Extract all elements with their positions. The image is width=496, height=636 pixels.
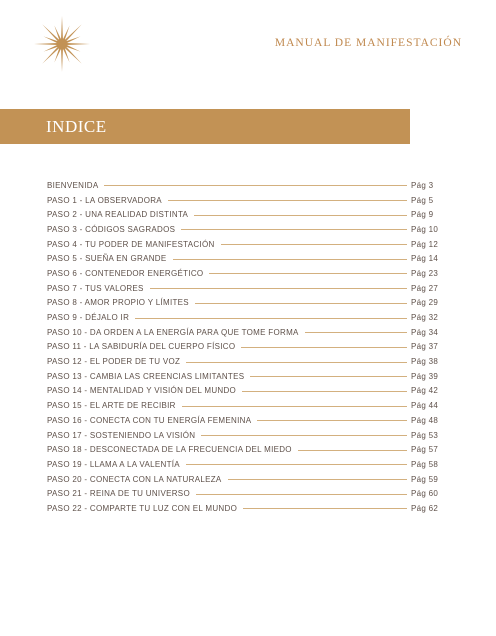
toc-entry[interactable]: [47, 501, 449, 516]
toc-entry-label: PASO 16 - CONECTA CON TU ENERGÍA FEMENINA: [47, 415, 252, 425]
toc-entry[interactable]: [47, 310, 449, 325]
star-center: [57, 39, 68, 50]
star-ray: [66, 43, 90, 45]
toc-entry-page: Pág 32: [411, 313, 439, 323]
toc-leader-line: [182, 406, 407, 407]
toc-entry-page: Pág 58: [411, 459, 439, 469]
toc-entry-label: PASO 1 - LA OBSERVADORA: [47, 195, 162, 205]
star-ray: [61, 48, 63, 72]
toc-leader-line: [194, 215, 407, 216]
toc-entry-label: PASO 20 - CONECTA CON LA NATURALEZA: [47, 474, 222, 484]
toc-entry-label: BIENVENIDA: [47, 180, 99, 190]
toc-entry[interactable]: [47, 207, 449, 222]
toc-entry-page: Pág 5: [411, 195, 434, 205]
toc-entry-label: PASO 22 - COMPARTE TU LUZ CON EL MUNDO: [47, 503, 238, 513]
toc-entry-label: PASO 21 - REINA DE TU UNIVERSO: [47, 489, 190, 499]
toc-entry-page: Pág 27: [411, 283, 439, 293]
toc-entry-page: Pág 12: [411, 239, 439, 249]
toc-leader-line: [243, 508, 407, 509]
toc-entry-page: Pág 23: [411, 268, 439, 278]
toc-leader-line: [305, 332, 407, 333]
toc-entry[interactable]: [47, 237, 449, 252]
toc-leader-line: [181, 229, 407, 230]
toc-leader-line: [186, 362, 407, 363]
toc-entry-label: PASO 9 - DÉJALO IR: [47, 313, 130, 323]
toc-entry-page: Pág 60: [411, 489, 439, 499]
document-title: MANUAL DE MANIFESTACIÓN: [274, 37, 462, 49]
toc-leader-line: [173, 259, 407, 260]
toc-leader-line: [250, 376, 407, 377]
toc-entry[interactable]: [47, 222, 449, 237]
toc-leader-line: [257, 420, 407, 421]
toc-entry-page: Pág 39: [411, 371, 439, 381]
toc-entry-page: Pág 29: [411, 298, 439, 308]
toc-entry-label: PASO 10 - DA ORDEN A LA ENERGÍA PARA QUE TOME FORMA: [47, 327, 299, 337]
toc-entry-page: Pág 62: [411, 503, 439, 513]
toc-entry-page: Pág 9: [411, 210, 434, 220]
toc-entry[interactable]: [47, 442, 449, 457]
toc-entry-page: Pág 42: [411, 386, 439, 396]
toc-leader-line: [228, 479, 407, 480]
toc-entry[interactable]: [47, 178, 449, 193]
toc-leader-line: [201, 435, 407, 436]
toc-entry-label: PASO 6 - CONTENEDOR ENERGÉTICO: [47, 268, 204, 278]
toc-entry[interactable]: [47, 369, 449, 384]
toc-entry[interactable]: [47, 340, 449, 355]
star-ray: [34, 43, 58, 45]
toc-entry-page: Pág 10: [411, 224, 439, 234]
toc-entry-page: Pág 57: [411, 445, 439, 455]
toc-leader-line: [150, 288, 407, 289]
toc-entry-page: Pág 34: [411, 327, 439, 337]
toc-entry-page: Pág 14: [411, 254, 439, 264]
toc-entry[interactable]: [47, 428, 449, 443]
toc-entry-label: PASO 18 - DESCONECTADA DE LA FRECUENCIA DEL MIEDO: [47, 445, 292, 455]
toc-entry-label: PASO 11 - LA SABIDURÍA DEL CUERPO FÍSICO: [47, 342, 236, 352]
toc-entry-label: PASO 3 - CÓDIGOS SAGRADOS: [47, 224, 176, 234]
toc-entry-label: PASO 14 - MENTALIDAD Y VISIÓN DEL MUNDO: [47, 386, 237, 396]
star-ray: [61, 16, 63, 40]
toc-entry[interactable]: [47, 354, 449, 369]
toc-entry-page: Pág 59: [411, 474, 439, 484]
toc-entry-page: Pág 37: [411, 342, 439, 352]
toc-entry[interactable]: [47, 486, 449, 501]
toc-entry[interactable]: [47, 266, 449, 281]
toc-entry-label: PASO 7 - TUS VALORES: [47, 283, 144, 293]
toc-entry-page: Pág 38: [411, 357, 439, 367]
star-burst-icon: [32, 14, 92, 74]
section-banner: [0, 109, 410, 144]
toc-entry-page: Pág 48: [411, 415, 439, 425]
toc-entry-label: PASO 8 - AMOR PROPIO Y LÍMITES: [47, 298, 189, 308]
toc-leader-line: [195, 303, 407, 304]
toc-leader-line: [196, 494, 407, 495]
toc-leader-line: [104, 185, 407, 186]
toc-entry-label: PASO 13 - CAMBIA LAS CREENCIAS LIMITANTES: [47, 371, 245, 381]
toc-leader-line: [135, 318, 407, 319]
toc-entry-page: Pág 3: [411, 180, 434, 190]
toc-entry[interactable]: [47, 457, 449, 472]
toc-entry-label: PASO 15 - EL ARTE DE RECIBIR: [47, 401, 176, 411]
toc-entry-page: Pág 53: [411, 430, 439, 440]
toc-entry-label: PASO 5 - SUEÑA EN GRANDE: [47, 254, 167, 264]
toc-leader-line: [298, 450, 407, 451]
toc-entry[interactable]: [47, 193, 449, 208]
toc-entry-label: PASO 4 - TU PODER DE MANIFESTACIÓN: [47, 239, 215, 249]
toc-leader-line: [209, 273, 407, 274]
toc-leader-line: [221, 244, 407, 245]
toc-entry-page: Pág 44: [411, 401, 439, 411]
toc-entry-label: PASO 19 - LLAMA A LA VALENTÍA: [47, 459, 180, 469]
toc-entry-label: PASO 2 - UNA REALIDAD DISTINTA: [47, 210, 189, 220]
toc-entry[interactable]: [47, 325, 449, 340]
toc-entry-label: PASO 12 - EL PODER DE TU VOZ: [47, 357, 181, 367]
toc-entry-label: PASO 17 - SOSTENIENDO LA VISIÓN: [47, 430, 196, 440]
toc-entry[interactable]: [47, 398, 449, 413]
toc-entry[interactable]: [47, 281, 449, 296]
section-title: INDICE: [46, 117, 107, 136]
toc-entry[interactable]: [47, 251, 449, 266]
toc-leader-line: [168, 200, 407, 201]
toc-entry[interactable]: [47, 472, 449, 487]
toc-leader-line: [186, 464, 407, 465]
toc-leader-line: [241, 347, 407, 348]
toc-entry[interactable]: [47, 384, 449, 399]
toc-entry[interactable]: [47, 296, 449, 311]
toc-entry[interactable]: [47, 413, 449, 428]
table-of-contents: [47, 178, 449, 516]
toc-leader-line: [242, 391, 407, 392]
